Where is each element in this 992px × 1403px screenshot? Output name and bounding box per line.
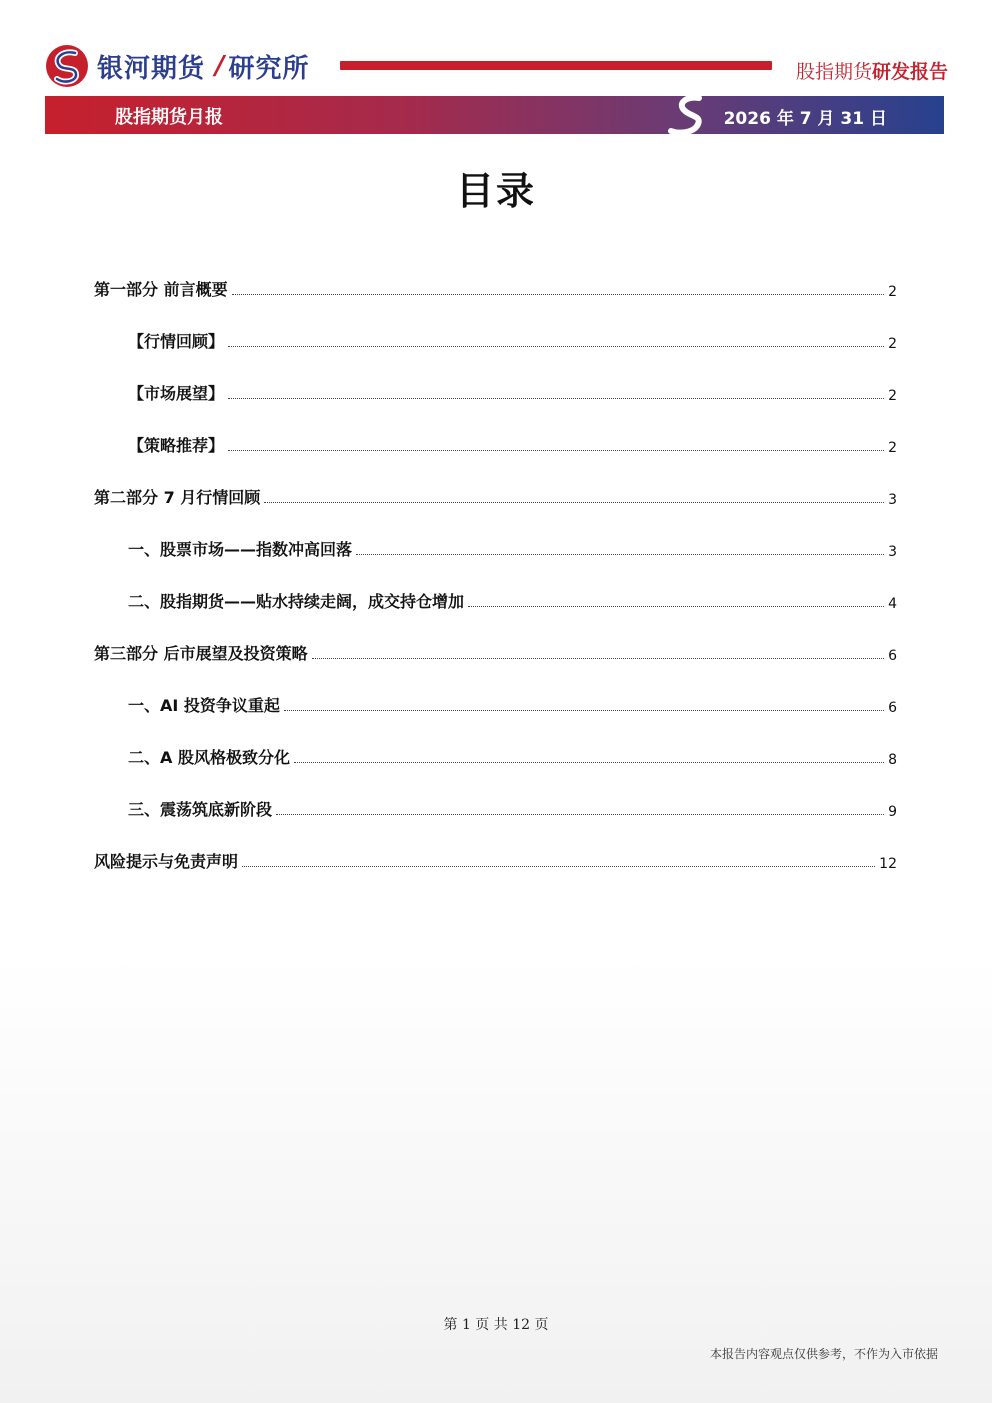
report-type-light: 股指期货: [795, 61, 872, 83]
toc-leader-dots: [294, 761, 884, 763]
company-logo: [45, 44, 310, 88]
toc-entry[interactable]: [94, 820, 897, 872]
report-date: 2026 年 7 月 31 日: [723, 109, 887, 129]
toc-entry-text: 三、震荡筑底新阶段: [128, 800, 273, 819]
report-type: [796, 57, 948, 84]
toc-leader-dots: [228, 449, 884, 451]
toc-entry-text: 第一部分 前言概要: [94, 280, 228, 299]
company-name: 银河期货: [97, 53, 206, 84]
toc-leader-dots: [264, 501, 884, 503]
toc-entry[interactable]: [94, 456, 897, 508]
toc-entry-page: 12: [879, 856, 897, 872]
toc-entry[interactable]: [94, 300, 897, 352]
galaxy-logo-icon: [45, 44, 89, 88]
toc-entry-page: 6: [888, 648, 897, 664]
disclaimer-note: 本报告内容观点仅供参考，不作为入市依据: [709, 1347, 938, 1361]
toc-leader-dots: [228, 397, 884, 399]
toc-leader-dots: [242, 865, 875, 867]
toc-entry[interactable]: [94, 404, 897, 456]
banner-title: 股指期货月报: [115, 107, 223, 128]
toc-entry[interactable]: [94, 352, 897, 404]
toc-entry-page: 8: [888, 752, 897, 768]
toc-entry-page: 6: [888, 700, 897, 716]
toc-leader-dots: [356, 553, 884, 555]
toc-entry-page: 9: [888, 804, 897, 820]
swoosh-icon: [665, 94, 715, 136]
toc-entry[interactable]: [94, 560, 897, 612]
toc-entry-page: 2: [888, 336, 897, 352]
toc-entry-text: 【市场展望】: [128, 384, 225, 403]
toc-entry[interactable]: [94, 612, 897, 664]
toc-leader-dots: [284, 709, 884, 711]
toc-entry-page: 3: [888, 492, 897, 508]
toc-entry-text: 【行情回顾】: [128, 332, 225, 351]
toc-entry-text: 一、股票市场——指数冲高回落: [128, 540, 353, 559]
toc-entry-text: 第二部分 7 月行情回顾: [94, 488, 261, 507]
page-number: 第 1 页 共 12 页: [443, 1317, 549, 1333]
toc-entry-page: 4: [888, 596, 897, 612]
toc-leader-dots: [232, 293, 885, 295]
toc-entry-text: 【策略推荐】: [128, 436, 225, 455]
toc-leader-dots: [312, 657, 885, 659]
toc-entry[interactable]: [94, 664, 897, 716]
toc-leader-dots: [468, 605, 884, 607]
toc-entry-page: 3: [888, 544, 897, 560]
toc-entry[interactable]: [94, 716, 897, 768]
toc-leader-dots: [228, 345, 884, 347]
toc-entry-page: 2: [888, 440, 897, 456]
toc-entry[interactable]: [94, 768, 897, 820]
toc-entry[interactable]: [94, 508, 897, 560]
report-type-bold: 研发报告: [871, 61, 948, 83]
toc-entry-text: 二、股指期货——贴水持续走阔，成交持仓增加: [128, 592, 465, 611]
toc-entry-text: 风险提示与免责声明: [94, 852, 239, 871]
toc-entry[interactable]: [94, 248, 897, 300]
toc-entry-page: 2: [888, 284, 897, 300]
toc-entry-page: 2: [888, 388, 897, 404]
toc-title: 目录: [455, 169, 536, 213]
toc-leader-dots: [276, 813, 884, 815]
department-name: 研究所: [228, 53, 310, 84]
table-of-contents: [94, 248, 897, 872]
header-red-line: [340, 61, 772, 70]
toc-entry-text: 一、AI 投资争议重起: [128, 696, 280, 715]
toc-entry-text: 二、A 股风格极致分化: [128, 748, 290, 767]
title-banner: [45, 96, 944, 134]
toc-entry-text: 第三部分 后市展望及投资策略: [94, 644, 308, 663]
header-separator: /: [215, 51, 225, 81]
